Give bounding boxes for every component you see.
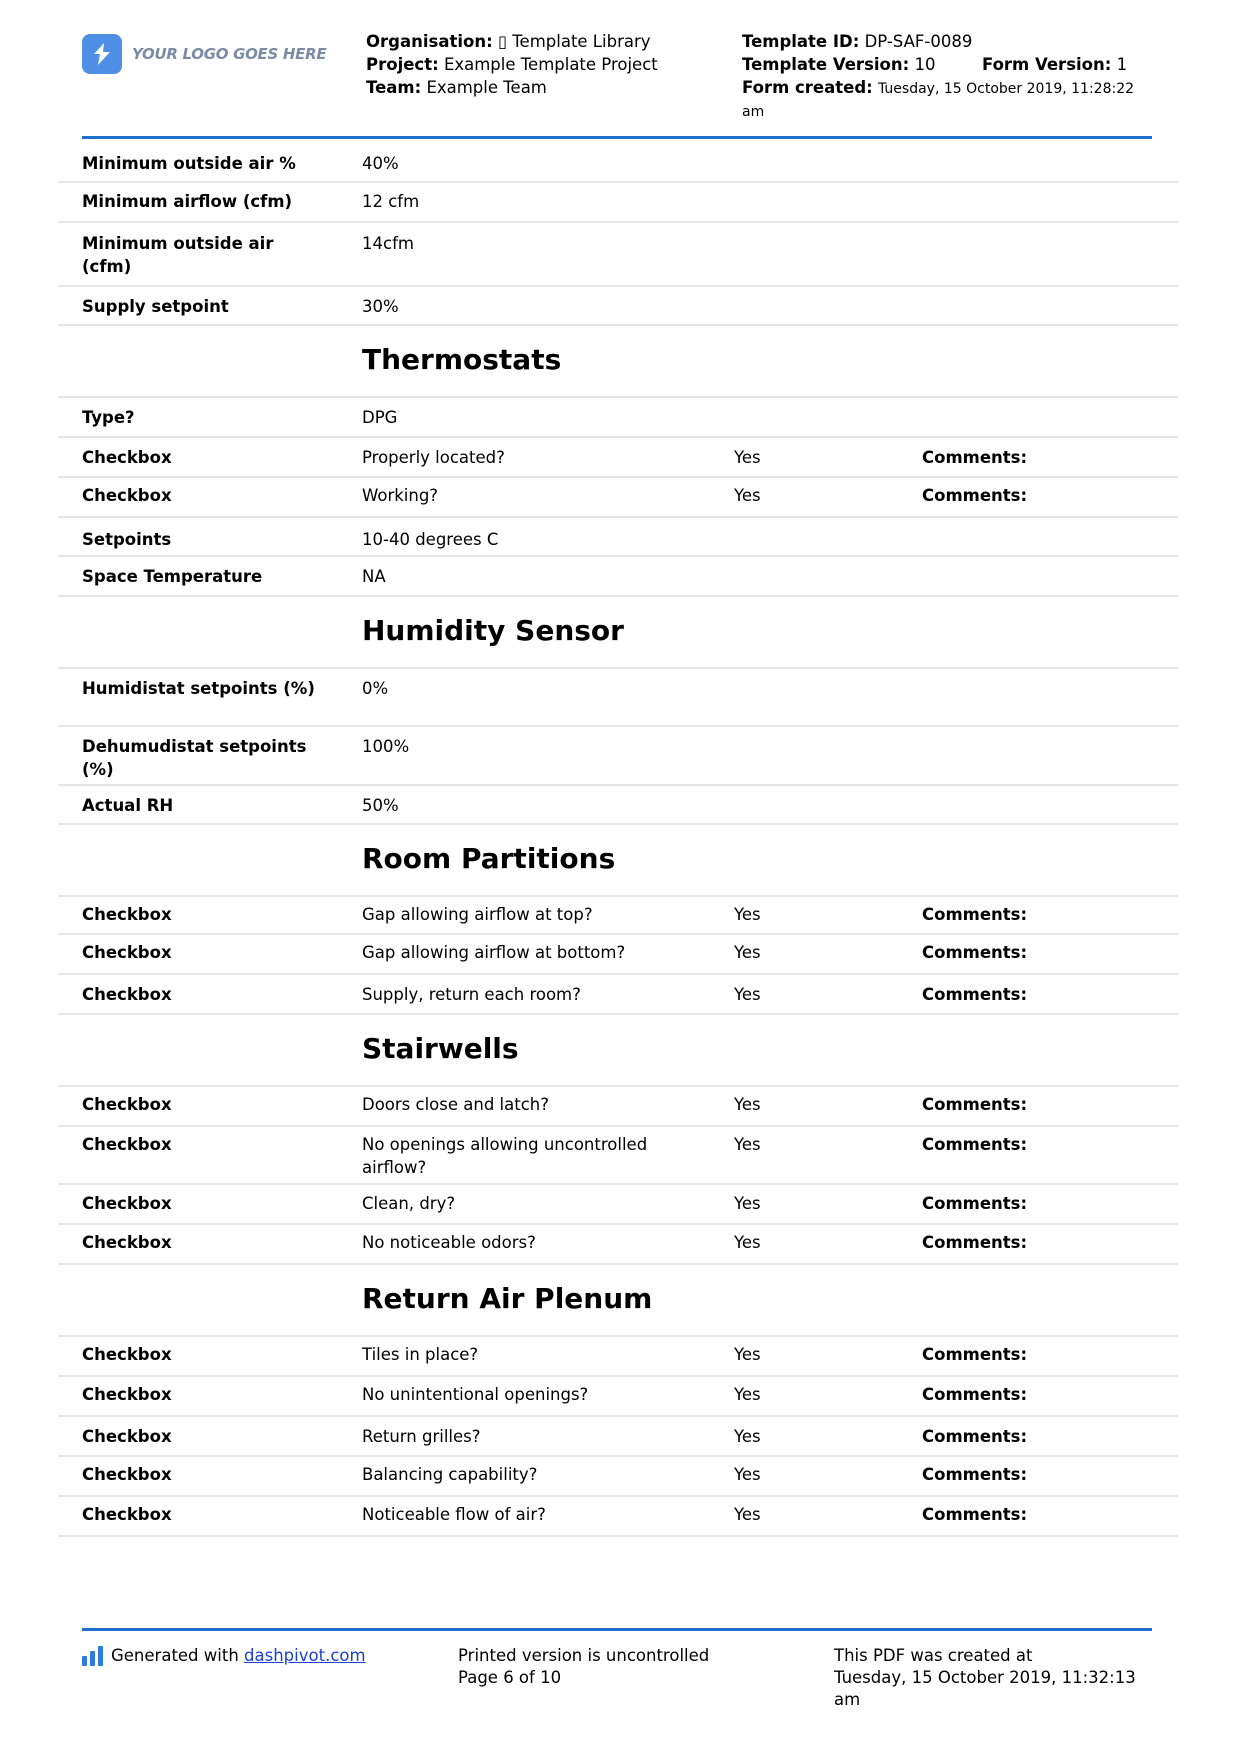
field-value: 40%: [362, 154, 399, 173]
section-title: Thermostats: [362, 343, 562, 376]
section-humidity-sensor: [58, 597, 1178, 669]
field-value: NA: [362, 567, 386, 586]
field-label: Minimum outside air %: [82, 154, 296, 173]
form-rows: [58, 139, 1178, 1537]
comments-label: Comments:: [922, 1427, 1028, 1446]
checkbox-answer: Yes: [734, 1465, 761, 1484]
section-thermostats: [58, 326, 1178, 398]
checkbox-question: Working?: [362, 486, 439, 505]
comments-label: Comments:: [922, 448, 1028, 467]
field-label: Minimum airflow (cfm): [82, 192, 293, 211]
checkbox-row: [58, 1127, 1178, 1185]
project-label: Project:: [366, 55, 439, 74]
dashpivot-bars-icon: [82, 1646, 103, 1666]
dashpivot-link[interactable]: dashpivot.com: [244, 1646, 366, 1665]
header-organisation-block: [366, 30, 726, 99]
field-label: Checkbox: [82, 943, 172, 962]
checkbox-row: [58, 438, 1178, 478]
page-header: [82, 0, 1152, 139]
checkbox-row: [58, 1417, 1178, 1457]
checkbox-question: Gap allowing airflow at top?: [362, 905, 593, 924]
field-label: Dehumudistat setpoints (%): [82, 737, 307, 779]
template-id-value: DP-SAF-0089: [864, 32, 973, 51]
form-created-value: Tuesday, 15 October 2019, 11:28:22: [878, 81, 1135, 97]
checkbox-answer: Yes: [734, 985, 761, 1004]
field-row: [58, 727, 1178, 786]
field-label: Checkbox: [82, 1345, 172, 1364]
checkbox-answer: Yes: [734, 486, 761, 505]
page-footer: [82, 1628, 1152, 1709]
organisation-label: Organisation:: [366, 32, 493, 51]
section-stairwells: [58, 1015, 1178, 1087]
checkbox-row: [58, 1225, 1178, 1265]
field-label: Humidistat setpoints (%): [82, 679, 315, 698]
field-value: 14cfm: [362, 234, 414, 253]
checkbox-question: Doors close and latch?: [362, 1095, 550, 1114]
section-return-air-plenum: [58, 1265, 1178, 1337]
section-room-partitions: [58, 825, 1178, 897]
comments-label: Comments:: [922, 1135, 1028, 1154]
comments-label: Comments:: [922, 1505, 1028, 1524]
checkbox-row: [58, 478, 1178, 518]
field-label: Checkbox: [82, 486, 172, 505]
field-value: 50%: [362, 796, 399, 815]
form-created-suffix: am: [742, 104, 765, 120]
checkbox-answer: Yes: [734, 1345, 761, 1364]
field-label: Checkbox: [82, 1505, 172, 1524]
field-label: Checkbox: [82, 1095, 172, 1114]
field-label: Checkbox: [82, 1194, 172, 1213]
field-label: Checkbox: [82, 1465, 172, 1484]
checkbox-answer: Yes: [734, 1135, 761, 1154]
checkbox-answer: Yes: [734, 943, 761, 962]
comments-label: Comments:: [922, 943, 1028, 962]
team-label: Team:: [366, 78, 422, 97]
field-label: Checkbox: [82, 1427, 172, 1446]
field-value: 12 cfm: [362, 192, 420, 211]
logo-text: YOUR LOGO GOES HERE: [132, 45, 327, 63]
checkbox-row: [58, 935, 1178, 975]
checkbox-question: Tiles in place?: [362, 1345, 479, 1364]
footer-page-info: [458, 1645, 788, 1689]
pdf-created-line2: Tuesday, 15 October 2019, 11:32:13: [834, 1668, 1136, 1687]
checkbox-question: Gap allowing airflow at bottom?: [362, 943, 626, 962]
checkbox-answer: Yes: [734, 1194, 761, 1213]
field-value: 30%: [362, 297, 399, 316]
generated-text: Generated with: [111, 1646, 239, 1665]
field-row: [58, 398, 1178, 438]
project-value: Example Template Project: [443, 55, 658, 74]
checkbox-row: [58, 1337, 1178, 1377]
comments-label: Comments:: [922, 1345, 1028, 1364]
field-value: DPG: [362, 408, 398, 427]
checkbox-answer: Yes: [734, 448, 761, 467]
comments-label: Comments:: [922, 1233, 1028, 1252]
checkbox-answer: Yes: [734, 1427, 761, 1446]
field-row: [58, 287, 1178, 326]
checkbox-question: Clean, dry?: [362, 1194, 456, 1213]
comments-label: Comments:: [922, 905, 1028, 924]
field-label: Checkbox: [82, 448, 172, 467]
footer-created-info: [834, 1645, 1164, 1711]
checkbox-question: No unintentional openings?: [362, 1385, 589, 1404]
checkbox-answer: Yes: [734, 1233, 761, 1252]
field-row: [58, 139, 1178, 183]
form-version-label: Form Version:: [981, 55, 1112, 74]
checkbox-answer: Yes: [734, 905, 761, 924]
checkbox-question: Supply, return each room?: [362, 985, 581, 1004]
field-label: Checkbox: [82, 985, 172, 1004]
form-version-value: 1: [1116, 55, 1128, 74]
pdf-created-line3: am: [834, 1690, 861, 1709]
comments-label: Comments:: [922, 1465, 1028, 1484]
header-template-block: [742, 30, 1162, 124]
field-value: 100%: [362, 737, 410, 756]
checkbox-row: [58, 1457, 1178, 1497]
logo-mark-icon: [82, 34, 122, 74]
field-label: Space Temperature: [82, 567, 263, 586]
form-created-label: Form created:: [742, 78, 873, 97]
field-row: [58, 223, 1178, 287]
field-label: Supply setpoint: [82, 297, 229, 316]
checkbox-row: [58, 897, 1178, 935]
section-title: Humidity Sensor: [362, 614, 624, 647]
checkbox-answer: Yes: [734, 1095, 761, 1114]
comments-label: Comments:: [922, 1194, 1028, 1213]
comments-label: Comments:: [922, 486, 1028, 505]
field-label: Checkbox: [82, 1135, 172, 1154]
field-label: Setpoints: [82, 530, 172, 549]
organisation-value: ▯ Template Library: [497, 32, 651, 51]
section-title: Stairwells: [362, 1032, 519, 1065]
field-row: [58, 669, 1178, 727]
checkbox-question: Noticeable flow of air?: [362, 1505, 546, 1524]
uncontrolled-note: Printed version is uncontrolled: [458, 1646, 710, 1665]
field-label: Minimum outside air (cfm): [82, 234, 274, 276]
template-version-label: Template Version:: [742, 55, 910, 74]
comments-label: Comments:: [922, 1385, 1028, 1404]
field-row: [58, 557, 1178, 597]
field-row: [58, 786, 1178, 825]
checkbox-answer: Yes: [734, 1505, 761, 1524]
team-value: Example Team: [426, 78, 547, 97]
comments-label: Comments:: [922, 985, 1028, 1004]
template-version-value: 10: [914, 55, 936, 74]
field-row: [58, 183, 1178, 223]
field-value: 10-40 degrees C: [362, 530, 499, 549]
checkbox-row: [58, 1185, 1178, 1225]
checkbox-row: [58, 1377, 1178, 1417]
field-label: Type?: [82, 408, 135, 427]
field-label: Checkbox: [82, 1385, 172, 1404]
checkbox-row: [58, 1497, 1178, 1537]
generated-with: [82, 1645, 366, 1667]
field-row: [58, 518, 1178, 557]
pdf-created-line1: This PDF was created at: [834, 1646, 1033, 1665]
checkbox-question: Properly located?: [362, 448, 505, 467]
checkbox-answer: Yes: [734, 1385, 761, 1404]
checkbox-row: [58, 975, 1178, 1015]
page-number: Page 6 of 10: [458, 1668, 562, 1687]
checkbox-row: [58, 1087, 1178, 1127]
field-value: 0%: [362, 679, 389, 698]
field-label: Checkbox: [82, 1233, 172, 1252]
comments-label: Comments:: [922, 1095, 1028, 1114]
template-id-label: Template ID:: [742, 32, 860, 51]
section-title: Return Air Plenum: [362, 1282, 653, 1315]
field-label: Checkbox: [82, 905, 172, 924]
checkbox-question: Balancing capability?: [362, 1465, 538, 1484]
checkbox-question: Return grilles?: [362, 1427, 481, 1446]
field-label: Actual RH: [82, 796, 174, 815]
checkbox-question: No openings allowing uncontrolled airflow?: [362, 1135, 648, 1177]
logo: [82, 34, 326, 74]
section-title: Room Partitions: [362, 842, 616, 875]
checkbox-question: No noticeable odors?: [362, 1233, 536, 1252]
